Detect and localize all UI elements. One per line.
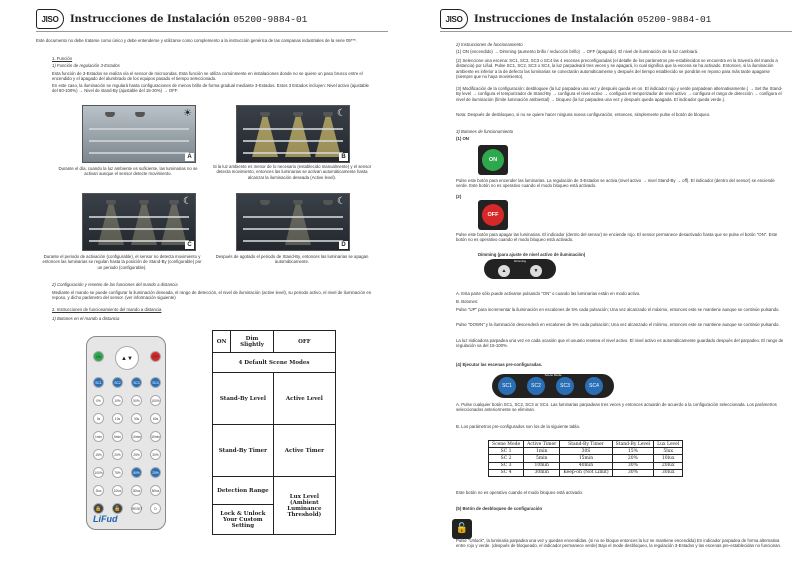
- remote-dimming-pad: ▲▼: [115, 346, 139, 370]
- remote-sc3-button: SC3: [131, 377, 142, 388]
- subsection-heading: (4) Ejecutar las escenas pre-configuradas.: [456, 362, 543, 367]
- remote-function-table: [212, 330, 336, 535]
- remote-key: 15%: [93, 449, 104, 460]
- section-heading: 1. Función: [52, 56, 73, 61]
- off-button: OFF: [482, 204, 504, 226]
- sc1-button: SC1: [498, 377, 516, 395]
- caption-b: Si la luz ambiente es menor de lo necesario (establecido manualmente) y el sensor detecta movimiento, entonces las luminarias se activan automáticamente hasta alcanzar la iluminación deseada (Active level).: [212, 164, 372, 180]
- page-title: Instrucciones de Instalación 05200-9884-01: [474, 13, 712, 25]
- scene-parameters-table: [488, 440, 683, 477]
- scene-image-a: ☀ A: [82, 105, 196, 163]
- left-page: [2, 0, 402, 567]
- scene-image-d: ☾ D: [236, 193, 350, 251]
- remote-sc4-button: SC4: [150, 377, 161, 388]
- subsection-heading: (2): [456, 194, 462, 199]
- remote-key: 50lux: [150, 485, 161, 496]
- remote-control-illustration: [86, 336, 166, 530]
- remote-key: 20%: [112, 449, 123, 460]
- remote-on-button: ON: [93, 351, 104, 362]
- remote-key: 10lux: [112, 485, 123, 496]
- table-row: SC 2 5min 15min 20% 10lux: [489, 455, 683, 462]
- remote-key: 30min: [150, 431, 161, 442]
- remote-key: 2lux: [93, 485, 104, 496]
- remote-key: 10s: [112, 413, 123, 424]
- table-header: Scene Mode: [489, 441, 524, 448]
- on-button-illustration: [478, 145, 508, 175]
- brand-logo: JISO: [440, 9, 468, 29]
- table-cell: Stand-By Timer: [213, 425, 274, 477]
- dimming-buttons-illustration: [484, 259, 556, 279]
- table-cell: Lux Level (Ambient Luminance Threshold): [273, 477, 335, 535]
- remote-key: 60s: [150, 413, 161, 424]
- remote-sc2-button: SC2: [112, 377, 123, 388]
- remote-key: 30lux: [131, 485, 142, 496]
- paragraph: En este caso, la iluminación se regulará hasta configuraciones de menos brillo de forma gradual mediante 3-Estados. Estos 3 Estados incluyen: Nivel activo (ajustable del 60-100%) → Nivel de stand-By (ajustable del 15-30%) → OFF.: [52, 83, 369, 94]
- remote-key: 25%: [150, 467, 161, 478]
- page-header: [440, 8, 711, 30]
- dim-up-icon: ▲: [498, 265, 510, 277]
- right-page: [406, 0, 806, 567]
- table-header: Active Timer: [524, 441, 560, 448]
- sc4-button: SC4: [585, 377, 603, 395]
- remote-key: 0%: [93, 395, 104, 406]
- on-button: ON: [482, 149, 504, 171]
- paragraph: B. Los parámetros pre-configurados son los de la siguiente tabla.: [456, 424, 580, 429]
- unlock-icon: 🔓: [452, 519, 472, 539]
- paragraph: Pulse este botón para encender las luminarias. La regulación de 3-Estados se activa (nivel activo → nivel Stand-By → off). El indicador (dentro del sensor) se enciende verde. Este botón no es operativo cuando el modo bloqueo está activado.: [456, 178, 775, 189]
- paragraph: (1) ON (encendido) → Dimming (aumento brillo / reducción brillo) → OFF (apagado). El nivel de iluminación de la luz cambiará.: [456, 49, 699, 54]
- table-header: Lux Level: [654, 441, 683, 448]
- remote-unlock-icon: 🔓: [112, 503, 123, 514]
- caption-c: Durante el periodo de activación (configurable), el sensor no detecta movimiento y entonces las luminarias se regulan hasta la posición de Stand-By (configurable) por un periodo (configurable).: [42, 254, 202, 270]
- moon-icon: ☾: [183, 196, 192, 207]
- note-text: Nota: Después de desbloqueo, si no se quiere hacer ninguna nueva configuración, entonces, simplemente pulse el botón de bloqueo.: [456, 112, 711, 117]
- paragraph: Pulse "UP" para incrementar la iluminación en escalones de 5% cada pulsación; Una vez alcanzado el máximo, entonces este se mantiene aunque se continúe pulsando.: [456, 307, 780, 312]
- paragraph: (3) Modificación de la configuración: desbloquee (la luz parpadea una vez y después queda en on. El indicador rojo y verde parpadean alternativamente.) → Set the Stand-By level → configura el temporizador de Stand-By → configura el nivel activo → configura el temporizador de nivel activo → configura el rango de detección → configura el nivel de iluminación (límite luminación ambiental) → bloqueo (la luz parpadea una vez y después queda apagada. El indicador queda verde.).: [456, 86, 783, 102]
- scene-bar-label: Scene Mode: [544, 373, 562, 377]
- paragraph: Pulse este botón para apagar las luminarias. El indicador (dentro del sensor) se enciende rojo. El sensor permanece desactivado hasta que se pulse el botón "ON". Este botón no es operativo cuando el modo bloqueo está activado.: [456, 232, 778, 243]
- caption-d: Después de agotado el periodo de Stand-By, entonces las luminarias se apagan automáticamente.: [215, 254, 369, 265]
- remote-brand-logo: LiFud: [93, 514, 118, 524]
- header-divider: [36, 31, 388, 32]
- subsection-heading: 2) Instrucciones de funcionamiento: [456, 42, 523, 47]
- remote-key: 100%: [93, 467, 104, 478]
- off-button-illustration: [478, 200, 508, 230]
- subsection-heading: Dimming (para ajuste de nivel activo de iluminación): [478, 252, 586, 257]
- paragraph: Mediante el mando se puede configurar la iluminación deseada, el rango de detección, el nivel de iluminación (active level), su periodo activo, el nivel de iluminación en reposo, y dicho parámetro del sensor. (ver información siguiente): [52, 290, 372, 301]
- table-cell: 4 Default Scene Modes: [213, 353, 336, 373]
- remote-key: 30s: [131, 413, 142, 424]
- table-cell: Dim Slightly: [231, 331, 273, 353]
- note-text: Este botón no es operativo cuando el modo bloqueo está activado.: [456, 490, 584, 495]
- table-header: Stand-By Timer: [560, 441, 612, 448]
- table-row: SC 4 30min Keep-on (Not Limit) 30% 30lux: [489, 469, 683, 476]
- remote-key: 1min: [93, 431, 104, 442]
- intro-text: Este documento no debe tratarse como único y debe entenderse y utilizarse como complemento a la instrucción genérica de las campanas industriales de la serie 05***.: [36, 38, 358, 43]
- moon-icon: ☾: [337, 196, 346, 207]
- section-heading: 2. Instrucciones de funcionamiento del mando a distancia: [52, 307, 162, 312]
- table-header: Stand-By Level: [612, 441, 653, 448]
- remote-key: 30%: [150, 449, 161, 460]
- page-header: [36, 8, 307, 30]
- table-cell: ON: [213, 331, 231, 353]
- remote-key: 10min: [131, 431, 142, 442]
- subsection-heading: 2) Configuración y reseteo de las funciones del mando a distancia: [52, 282, 178, 287]
- table-cell: OFF: [273, 331, 335, 353]
- remote-key: 50%: [131, 467, 142, 478]
- remote-key: 25%: [131, 449, 142, 460]
- subsection-heading: 1) Función de regulación 3-Estados: [52, 63, 120, 68]
- paragraph: Esta función de 3-Estados se realiza vía el sensor de microondas. Esta función se utiliza comúnmente en instalaciones donde no se quiere un paso brusco entre el encendido y el apagado del alumbrado de los equipos pasado el tiempo seleccionado.: [52, 71, 363, 82]
- paragraph: A. Pulse cualquier botón SC1, SC2, SC3 or SC4. Las luminarias parpadean tres veces y entonces actuarán de acuerdo a la configuración seleccionada. Los parámetros seleccionados anteriormente se eliminan.: [456, 402, 777, 413]
- table-cell: Active Level: [273, 373, 335, 425]
- section-heading: 3) Botones de funcionamiento: [456, 129, 514, 134]
- subsection-heading: 1) Botones en el mando a distancia: [52, 316, 120, 321]
- table-cell: Stand-By Level: [213, 373, 274, 425]
- remote-key: 5min: [112, 431, 123, 442]
- remote-off-button: OFF: [150, 351, 161, 362]
- remote-key: 50%: [131, 395, 142, 406]
- remote-lock-icon: 🔒: [93, 503, 104, 514]
- scene-buttons-illustration: [492, 374, 614, 398]
- dimming-label: Dimming: [514, 259, 526, 263]
- remote-key: 75%: [112, 467, 123, 478]
- paragraph: A. Esta parte sólo puede activarse pulsando "ON" o cuando las luminarias están en modo activo.: [456, 291, 641, 296]
- paragraph: La luz indicadora parpadea una vez en cada ocasión que el usuario resetea el nivel activo. El nivel activo es automáticamente guardado después del parpadeo. El rango de regulación va del 15-100%.: [456, 338, 784, 349]
- paragraph: B. Botones:: [456, 299, 479, 304]
- table-cell: Active Timer: [273, 425, 335, 477]
- sun-icon: ☀: [183, 108, 192, 119]
- page-title: Instrucciones de Instalación 05200-9884-01: [70, 13, 308, 25]
- paragraph: (2) Seleccione una escena: SC1, SC2, SC3 o SC4 las 4 escenas preconfiguradas (el detalle de los parámetros pre-establecidos se encuentra en la travesía del mando a distancia) por Lifud. Pulse SC1, SC2, SC3 o SC4, la luz parpadeará tres veces y se apagará, lo cual significa que la escena se ha activado. Entonces, si la iluminación ambiente es inferior a la de defecto las luminarias se conectarán automáticamente y después del tiempo establecido se pondrán en reposo para más tarde apagarse (siempre que no haya movimiento).: [456, 58, 778, 80]
- paragraph: Pulse "Unlock", la luminaria parpadea una vez y quedan encendidas. (si no se bloque entonces la luz se mantiene encendida) En indicador parpadea de forma alternativa entre rojo y verde. (después de bloqueado, el indicador permanece verde) Bajo el mode desbloqueo, la regulación 3-Estados y las escenas pre-establecidas no funcionan.: [456, 538, 782, 549]
- caption-a: Durante el día, cuando la luz ambiente es suficiente, las luminarias no se activan aunque el sensor detecte movimiento.: [58, 166, 198, 177]
- sc2-button: SC2: [527, 377, 545, 395]
- remote-key: 0s: [93, 413, 104, 424]
- table-cell: Detection Range: [213, 477, 274, 505]
- remote-key: RESET: [131, 503, 142, 514]
- table-row: SC 1 1min 30S 15% 5lux: [489, 448, 683, 455]
- remote-key: 100%: [150, 395, 161, 406]
- paragraph: Pulse "DOWN" y la iluminación descenderá en escalones de 5% cada pulsación; Una vez alcanzado el mínimo, entonces este se mantiene aunque se continúe pulsando.: [456, 322, 780, 327]
- remote-key: D: [150, 503, 161, 514]
- subsection-heading: (1) ON: [456, 136, 469, 141]
- moon-icon: ☾: [337, 108, 346, 119]
- scene-image-c: ☾ C: [82, 193, 196, 251]
- remote-sc1-button: SC1: [93, 377, 104, 388]
- scene-image-b: ☾ B: [236, 105, 350, 163]
- subsection-heading: (5) Botón de desbloqueo de configuración: [456, 506, 543, 511]
- table-cell: Lock & Unlock Your Custom Setting: [213, 505, 274, 535]
- table-row: SC 3 10min 40min 30% 20lux: [489, 462, 683, 469]
- brand-logo: JISO: [36, 9, 64, 29]
- sc3-button: SC3: [556, 377, 574, 395]
- remote-key: 10%: [112, 395, 123, 406]
- header-divider: [440, 31, 792, 32]
- dim-down-icon: ▼: [530, 265, 542, 277]
